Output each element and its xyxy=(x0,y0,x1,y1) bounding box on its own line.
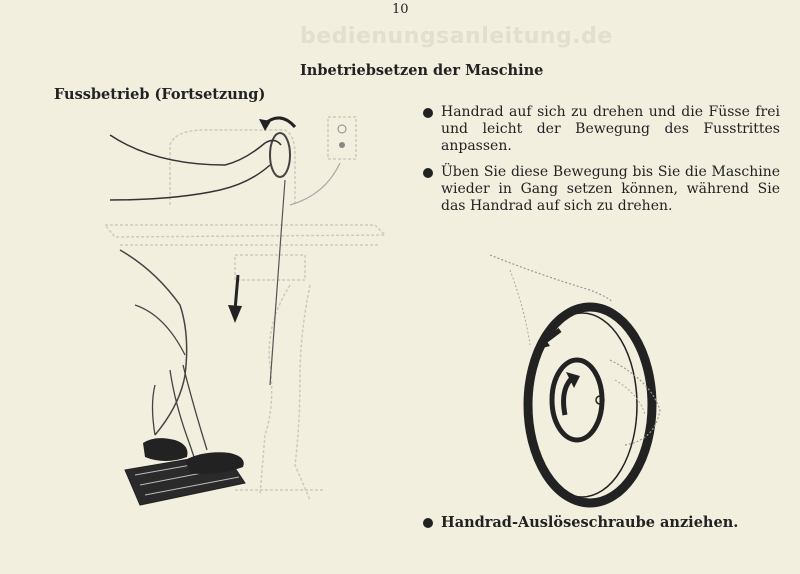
instruction-2 xyxy=(423,164,780,215)
instruction-text: Üben Sie diese Bewegung bis Sie die Maschine wieder in Gang setzen können, während Sie das Handrad auf sich zu drehen. xyxy=(441,164,780,214)
treadle-machine-illustration xyxy=(95,105,395,535)
instruction-1 xyxy=(423,104,780,155)
bullet-icon xyxy=(423,108,433,118)
handwheel-closeup-illustration xyxy=(450,250,710,510)
instruction-text: Handrad auf sich zu drehen und die Füsse frei und leicht der Bewegung des Fusstrittes anpassen. xyxy=(441,104,780,154)
section-title: Fussbetrieb (Fortsetzung) xyxy=(54,86,266,103)
instruction-text: Handrad-Auslöseschraube anziehen. xyxy=(441,514,739,531)
watermark: bedienungsanleitung.de xyxy=(300,24,613,49)
page-number: 10 xyxy=(392,2,409,17)
page-title: Inbetriebsetzen der Maschine xyxy=(300,62,544,79)
bullet-icon xyxy=(423,518,433,528)
bullet-icon xyxy=(423,168,433,178)
instruction-3 xyxy=(423,514,753,531)
